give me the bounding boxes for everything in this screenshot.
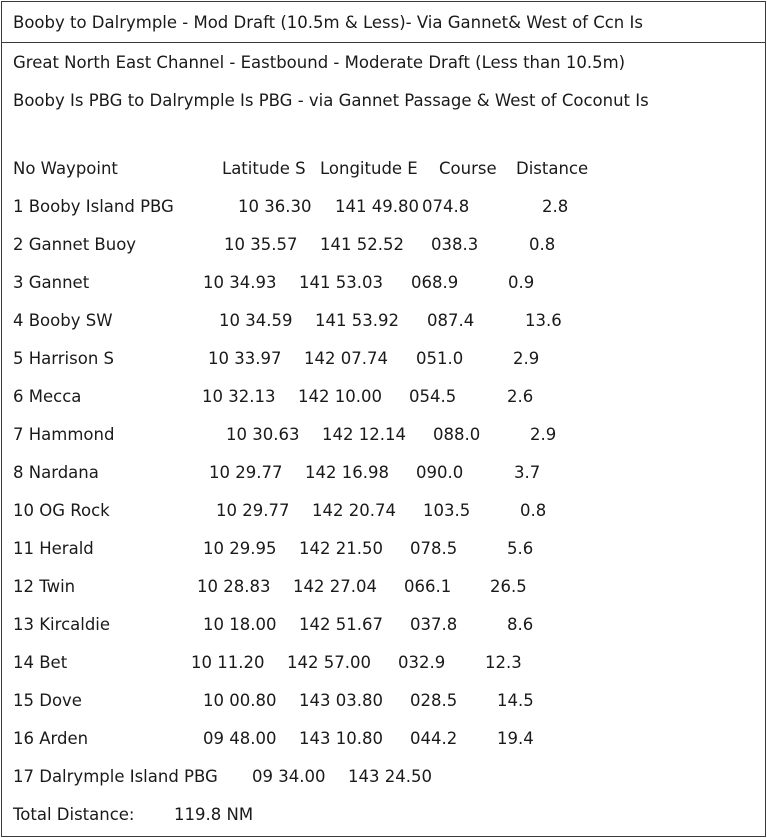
- waypoint-latitude: 10 29.95: [203, 539, 277, 558]
- waypoint-distance: 2.8: [542, 197, 569, 216]
- waypoint-name: 14 Bet: [13, 653, 68, 672]
- waypoint-distance: 12.3: [485, 653, 522, 672]
- waypoint-latitude: 10 35.57: [224, 235, 298, 254]
- route-subtitle: Great North East Channel - Eastbound - Moderate Draft (Less than 10.5m): [13, 53, 626, 72]
- table-row: [2, 463, 765, 491]
- table-row: [2, 235, 765, 263]
- waypoint-distance: 0.8: [520, 501, 547, 520]
- header-course: Course: [439, 159, 497, 178]
- waypoint-longitude: 141 49.80: [335, 197, 419, 216]
- waypoint-course: 028.5: [410, 691, 458, 710]
- waypoint-longitude: 142 07.74: [304, 349, 388, 368]
- waypoint-longitude: 142 12.14: [322, 425, 406, 444]
- waypoint-distance: 2.9: [513, 349, 540, 368]
- waypoint-course: 032.9: [398, 653, 446, 672]
- waypoint-latitude: 10 36.30: [238, 197, 312, 216]
- waypoint-course: 037.8: [410, 615, 458, 634]
- waypoint-course: 054.5: [409, 387, 457, 406]
- table-row: [2, 349, 765, 377]
- waypoint-longitude: 143 24.50: [348, 767, 432, 786]
- waypoint-name: 11 Herald: [13, 539, 94, 558]
- waypoint-distance: 0.8: [529, 235, 556, 254]
- waypoint-course: 068.9: [411, 273, 459, 292]
- waypoint-latitude: 10 29.77: [209, 463, 283, 482]
- waypoint-course: 087.4: [427, 311, 475, 330]
- waypoint-name: 7 Hammond: [13, 425, 115, 444]
- route-table-frame: [1, 1, 766, 837]
- waypoint-course: 044.2: [410, 729, 458, 748]
- waypoint-latitude: 10 00.80: [203, 691, 277, 710]
- waypoint-name: 1 Booby Island PBG: [13, 197, 174, 216]
- waypoint-name: 13 Kircaldie: [13, 615, 111, 634]
- waypoint-name: 2 Gannet Buoy: [13, 235, 137, 254]
- table-row: [2, 691, 765, 719]
- header-no-waypoint: No Waypoint: [13, 159, 118, 178]
- waypoint-distance: 14.5: [497, 691, 534, 710]
- waypoint-longitude: 142 20.74: [312, 501, 396, 520]
- table-row: [2, 539, 765, 567]
- table-row: [2, 767, 765, 795]
- waypoint-longitude: 143 03.80: [299, 691, 383, 710]
- waypoint-longitude: 141 52.52: [320, 235, 404, 254]
- waypoint-name: 3 Gannet: [13, 273, 90, 292]
- waypoint-distance: 2.9: [530, 425, 557, 444]
- table-row: [2, 501, 765, 529]
- waypoint-longitude: 141 53.92: [315, 311, 399, 330]
- table-row: [2, 387, 765, 415]
- waypoint-longitude: 143 10.80: [299, 729, 383, 748]
- waypoint-longitude: 142 16.98: [305, 463, 389, 482]
- waypoint-course: 078.5: [410, 539, 458, 558]
- waypoint-latitude: 09 34.00: [252, 767, 326, 786]
- table-row: [2, 615, 765, 643]
- table-row: [2, 577, 765, 605]
- waypoint-name: 17 Dalrymple Island PBG: [13, 767, 218, 786]
- header-latitude: Latitude S: [222, 159, 306, 178]
- waypoint-longitude: 141 53.03: [299, 273, 383, 292]
- waypoint-distance: 19.4: [497, 729, 534, 748]
- table-row: [2, 729, 765, 757]
- waypoint-latitude: 10 11.20: [191, 653, 265, 672]
- waypoint-latitude: 10 34.93: [203, 273, 277, 292]
- table-row: [2, 653, 765, 681]
- table-row: [2, 425, 765, 453]
- waypoint-longitude: 142 21.50: [299, 539, 383, 558]
- waypoint-name: 10 OG Rock: [13, 501, 110, 520]
- waypoint-name: 5 Harrison S: [13, 349, 114, 368]
- waypoint-name: 8 Nardana: [13, 463, 99, 482]
- waypoint-course: 088.0: [433, 425, 481, 444]
- header-longitude: Longitude E: [320, 159, 418, 178]
- total-distance-label: Total Distance:: [13, 805, 135, 824]
- waypoint-name: 12 Twin: [13, 577, 76, 596]
- waypoint-distance: 2.6: [507, 387, 534, 406]
- waypoint-name: 15 Dove: [13, 691, 82, 710]
- table-header: [2, 159, 765, 187]
- waypoint-name: 4 Booby SW: [13, 311, 113, 330]
- table-row: [2, 311, 765, 339]
- waypoint-distance: 8.6: [507, 615, 534, 634]
- waypoint-latitude: 10 33.97: [208, 349, 282, 368]
- waypoint-distance: 26.5: [490, 577, 527, 596]
- waypoint-course: 074.8: [422, 197, 470, 216]
- waypoint-course: 066.1: [404, 577, 452, 596]
- waypoint-latitude: 10 32.13: [202, 387, 276, 406]
- total-distance-value: 119.8 NM: [174, 805, 254, 824]
- waypoint-latitude: 10 34.59: [219, 311, 293, 330]
- waypoint-latitude: 10 29.77: [216, 501, 290, 520]
- waypoint-course: 051.0: [416, 349, 464, 368]
- waypoint-longitude: 142 10.00: [298, 387, 382, 406]
- waypoint-distance: 3.7: [514, 463, 541, 482]
- route-title: Booby to Dalrymple - Mod Draft (10.5m & Less)- Via Gannet& West of Ccn Is: [13, 13, 643, 32]
- header-distance: Distance: [516, 159, 589, 178]
- total-distance-row: [2, 805, 765, 833]
- waypoint-distance: 13.6: [525, 311, 562, 330]
- waypoint-longitude: 142 51.67: [299, 615, 383, 634]
- waypoint-name: 16 Arden: [13, 729, 89, 748]
- waypoint-distance: 0.9: [508, 273, 535, 292]
- waypoint-latitude: 10 30.63: [226, 425, 300, 444]
- waypoint-latitude: 10 18.00: [203, 615, 277, 634]
- title-bar: [2, 2, 765, 43]
- table-row: [2, 197, 765, 225]
- waypoint-distance: 5.6: [507, 539, 534, 558]
- waypoint-name: 6 Mecca: [13, 387, 82, 406]
- waypoint-latitude: 10 28.83: [197, 577, 271, 596]
- waypoint-course: 038.3: [431, 235, 479, 254]
- route-description: Booby Is PBG to Dalrymple Is PBG - via Gannet Passage & West of Coconut Is: [13, 91, 649, 110]
- waypoint-latitude: 09 48.00: [203, 729, 277, 748]
- table-row: [2, 273, 765, 301]
- waypoint-course: 103.5: [423, 501, 471, 520]
- waypoint-longitude: 142 57.00: [287, 653, 371, 672]
- waypoint-longitude: 142 27.04: [293, 577, 377, 596]
- waypoint-course: 090.0: [416, 463, 464, 482]
